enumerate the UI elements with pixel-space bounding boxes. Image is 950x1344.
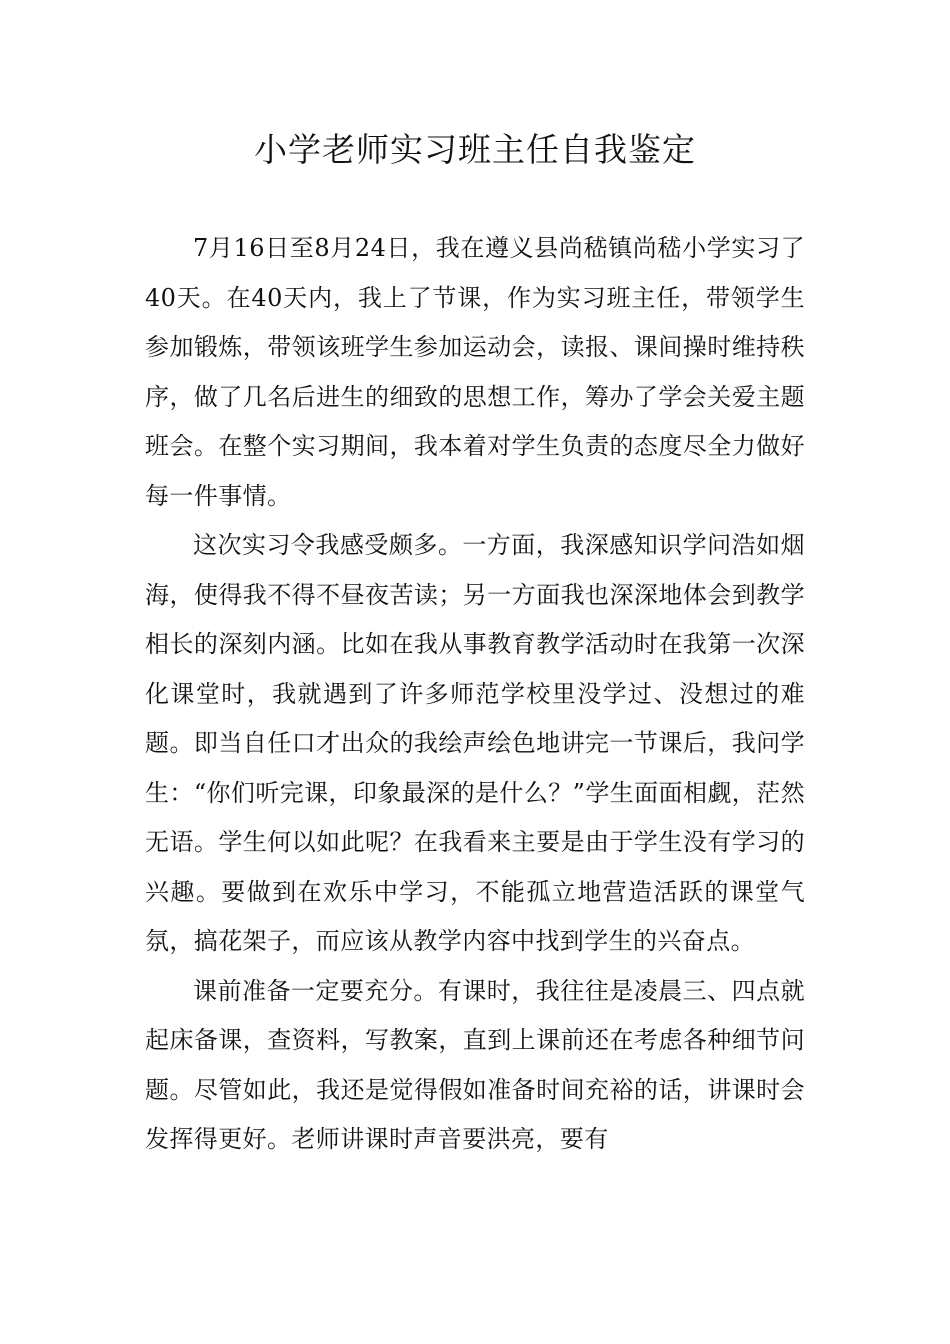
paragraph-2: 这次实习令我感受颇多。一方面，我深感知识学问浩如烟海，使得我不得不昼夜苦读；另一方面我也深深地体会到教学相长的深刻内涵。比如在我从事教育教学活动时在我第一次深化课堂时，我就遇到了许多师范学校里没学过、没想过的难题。即当自任口才出众的我绘声绘色地讲完一节课后，我问学生：“你们听完课，印象最深的是什么？”学生面面相觑，茫然无语。学生何以如此呢？在我看来主要是由于学生没有学习的兴趣。要做到在欢乐中学习，不能孤立地营造活跃的课堂气氛，搞花架子，而应该从教学内容中找到学生的兴奋点。 [145,531,805,955]
document-body [145,224,805,1165]
document-title: 小学老师实习班主任自我鉴定 [254,130,696,169]
paragraph-3: 课前准备一定要充分。有课时，我往往是凌晨三、四点就起床备课，查资料，写教案，直到上课前还在考虑各种细节问题。尽管如此，我还是觉得假如准备时间充裕的话，讲课时会发挥得更好。老师讲课时声音要洪亮，要有 [145,976,805,1153]
paragraph-1: 7月16日至8月24日，我在遵义县尚嵇镇尚嵇小学实习了40天。在40天内，我上了节课，作为实习班主任，带领学生参加锻炼，带领该班学生参加运动会，读报、课间操时维持秩序，做了几名后进生的细致的思想工作，筹办了学会关爱主题班会。在整个实习期间，我本着对学生负责的态度尽全力做好每一件事情。 [145,234,805,510]
